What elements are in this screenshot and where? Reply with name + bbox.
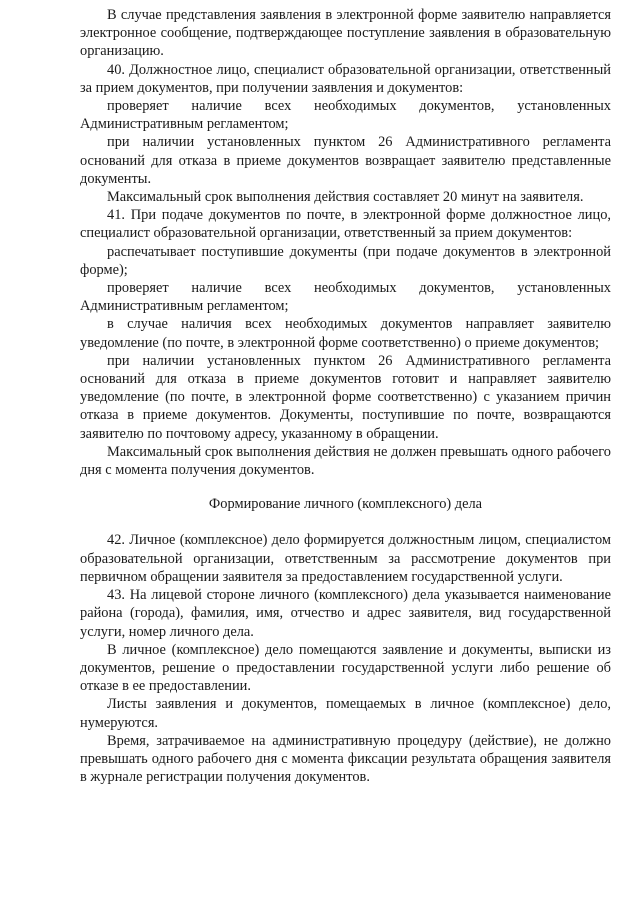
paragraph-send-notice: в случае наличия всех необходимых документов направляет заявителю уведомление (по почте, в электронной форме соответственно) о приеме документов; xyxy=(80,316,611,351)
paragraph-print-documents: распечатывает поступившие документы (при подаче документов в электронной форме); xyxy=(80,243,611,278)
paragraph-item-41: 41. При подаче документов по почте, в электронной форме должностное лицо, специалист образовательной организации, ответственный за прием документов: xyxy=(80,207,611,242)
section-heading: Формирование личного (комплексного) дела xyxy=(208,496,483,513)
paragraph-file-contents: В личное (комплексное) дело помещаются заявление и документы, выписки из документов, решение о предоставлении государственной услуги либо решение об отказе в ее предоставлении. xyxy=(80,641,611,695)
spacer xyxy=(80,513,611,531)
paragraph-return-documents: при наличии установленных пунктом 26 Административного регламента оснований для отказа в приеме документов возвращает заявителю представленные документы. xyxy=(80,134,611,187)
paragraph-item-42: 42. Личное (комплексное) дело формируется должностным лицом, специалистом образовательной организации, ответственным за рассмотрение документов при первичном обращении заявителя за предоставлением государственной услуги. xyxy=(80,532,611,585)
paragraph-refusal-notice: при наличии установленных пунктом 26 Административного регламента оснований для отказа в приеме документов готовит и направляет заявителю уведомление (по почте, в электронной форме соответственно) с указанием причин отказа в приеме документов. Документы, поступившие по почте, возвращаются заявителю по почтовому адресу, указанному в обращении. xyxy=(80,352,611,442)
paragraph-electronic-notice: В случае представления заявления в электронной форме заявителю направляется электронное сообщение, подтверждающее поступление заявления в образовательную организацию. xyxy=(80,7,611,60)
paragraph-max-time-20min: Максимальный срок выполнения действия составляет 20 минут на заявителя. xyxy=(107,189,584,206)
paragraph-check-documents-2: проверяет наличие всех необходимых документов, установленных Административным регламентом; xyxy=(80,280,611,315)
document-page xyxy=(80,6,611,786)
spacer xyxy=(80,479,611,495)
paragraph-page-numbering: Листы заявления и документов, помещаемых в личное (комплексное) дело, нумеруются. xyxy=(80,696,611,731)
paragraph-max-time-one-day: Максимальный срок выполнения действия не должен превышать одного рабочего дня с момента получения документов. xyxy=(80,443,611,479)
paragraph-item-43: 43. На лицевой стороне личного (комплексного) дела указывается наименование района (города), фамилия, имя, отчество и адрес заявителя, вид государственной услуги, номер личного дела. xyxy=(80,587,611,640)
paragraph-check-documents: проверяет наличие всех необходимых документов, установленных Административным регламентом; xyxy=(80,98,611,133)
paragraph-procedure-time: Время, затрачиваемое на административную процедуру (действие), не должно превышать одного рабочего дня с момента фиксации результата обращения заявителя в журнале регистрации получения документов. xyxy=(80,732,611,786)
paragraph-item-40: 40. Должностное лицо, специалист образовательной организации, ответственный за прием документов, при получении заявления и документов: xyxy=(80,61,611,96)
